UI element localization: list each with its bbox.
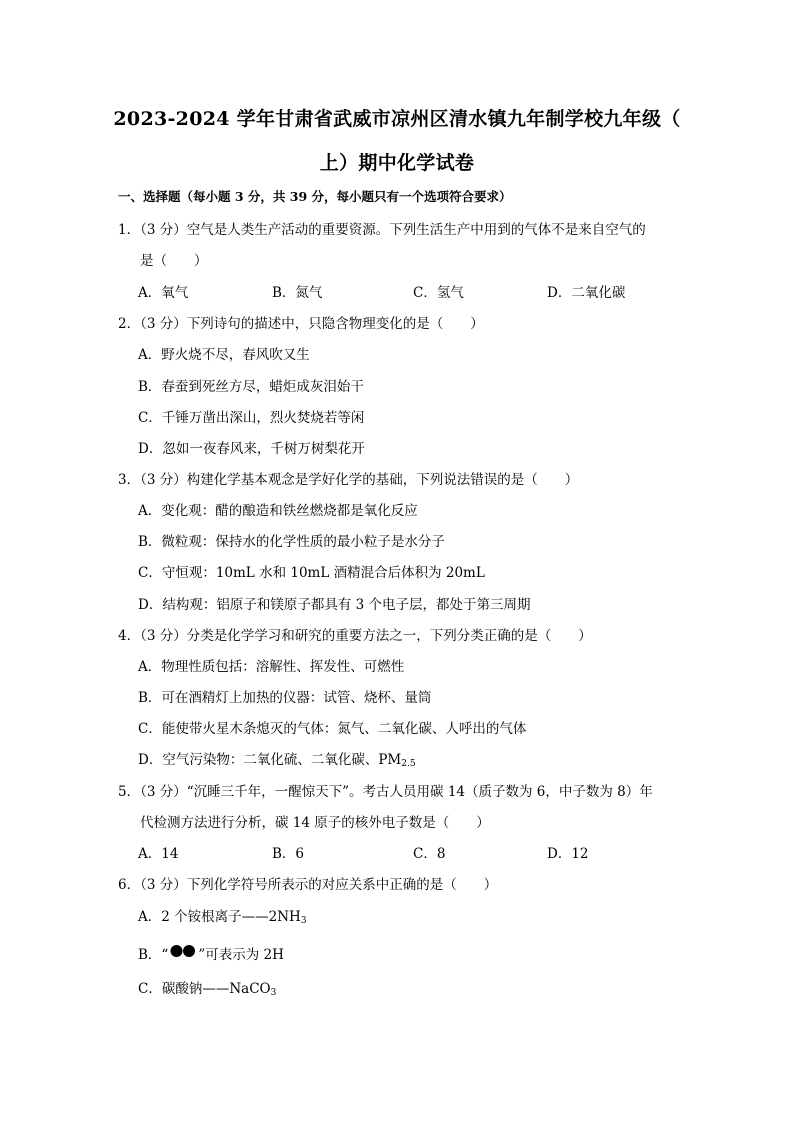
q6-option-a-subscript: 3	[300, 916, 307, 926]
question-1-options	[138, 281, 698, 301]
q6-option-c[interactable]	[138, 977, 276, 998]
question-5-stem-cont: 代检测方法进行分析，碳 14 原子的核外电子数是（ ）	[140, 815, 490, 831]
q6-option-b-suffix: ”可表示为 2H	[198, 947, 284, 963]
q4-option-c[interactable]: C．能使带火星木条熄灭的气体：氮气、二氧化碳、人呼出的气体	[138, 721, 527, 737]
question-5-options	[138, 842, 698, 862]
q3-option-a[interactable]: A．变化观：醋的酿造和铁丝燃烧都是氧化反应	[138, 503, 418, 519]
q6-option-b-prefix: B．“	[138, 947, 169, 963]
two-atoms-icon	[169, 945, 197, 961]
exam-title-line1: 2023-2024 学年甘肃省武威市凉州区清水镇九年制学校九年级（	[113, 108, 681, 130]
q2-option-a[interactable]: A．野火烧不尽，春风吹又生	[138, 347, 310, 363]
question-4-stem: 4．（3 分）分类是化学学习和研究的重要方法之一，下列分类正确的是（ ）	[118, 628, 592, 644]
q1-option-a[interactable]: A．氧气	[138, 285, 189, 301]
q5-option-a[interactable]: A．14	[138, 846, 179, 862]
q4-option-d-subscript: 2.5	[401, 759, 416, 769]
q6-option-a-text: A．2 个铵根离子——2NH	[138, 909, 301, 925]
exam-title-line2: 上）期中化学试卷	[319, 152, 475, 174]
q6-option-b[interactable]	[138, 943, 284, 963]
q3-option-b[interactable]: B．微粒观：保持水的化学性质的最小粒子是水分子	[138, 534, 445, 550]
q1-option-c[interactable]: C．氢气	[413, 285, 464, 301]
q4-option-a[interactable]: A．物理性质包括：溶解性、挥发性、可燃性	[138, 659, 405, 675]
q4-option-d-text: D．空气污染物：二氧化硫、二氧化碳、PM	[138, 752, 402, 768]
q2-option-b[interactable]: B．春蚕到死丝方尽，蜡炬成灰泪始干	[138, 379, 364, 395]
q2-option-d[interactable]: D．忽如一夜春风来，千树万树梨花开	[138, 441, 365, 457]
q5-option-c[interactable]: C．8	[413, 846, 446, 862]
question-6-stem: 6．（3 分）下列化学符号所表示的对应关系中正确的是（ ）	[118, 877, 498, 893]
question-1-stem: 1．（3 分）空气是人类生产活动的重要资源。下列生活生产中用到的气体不是来自空气的	[118, 222, 646, 238]
q1-option-b[interactable]: B．氮气	[272, 285, 323, 301]
q5-option-b[interactable]: B．6	[272, 846, 305, 862]
question-3-stem: 3．（3 分）构建化学基本观念是学好化学的基础，下列说法错误的是（ ）	[118, 472, 579, 488]
q4-option-b[interactable]: B．可在酒精灯上加热的仪器：试管、烧杯、量筒	[138, 690, 432, 706]
q3-option-d[interactable]: D．结构观：铝原子和镁原子都具有 3 个电子层，都处于第三周期	[138, 597, 531, 613]
q6-option-c-subscript: 3	[270, 988, 277, 998]
question-2-stem: 2．（3 分）下列诗句的描述中，只隐含物理变化的是（ ）	[118, 316, 484, 332]
section-heading: 一、选择题（每小题 3 分，共 39 分，每小题只有一个选项符合要求）	[118, 189, 512, 204]
q4-option-d[interactable]	[138, 748, 416, 769]
q6-option-a[interactable]	[138, 905, 307, 926]
q5-option-d[interactable]: D．12	[547, 846, 589, 862]
q1-option-d[interactable]: D．二氧化碳	[547, 285, 626, 301]
q2-option-c[interactable]: C．千锤万凿出深山，烈火焚烧若等闲	[138, 410, 365, 426]
question-1-stem-cont: 是（ ）	[140, 253, 208, 269]
q6-option-c-text: C．碳酸钠——NaCO	[138, 981, 271, 997]
q3-option-c[interactable]: C．守恒观：10mL 水和 10mL 酒精混合后体积为 20mL	[138, 565, 485, 581]
question-5-stem: 5．（3 分）“沉睡三千年，一醒惊天下”。考古人员用碳 14（质子数为 6，中子数为 8）年	[118, 784, 653, 800]
